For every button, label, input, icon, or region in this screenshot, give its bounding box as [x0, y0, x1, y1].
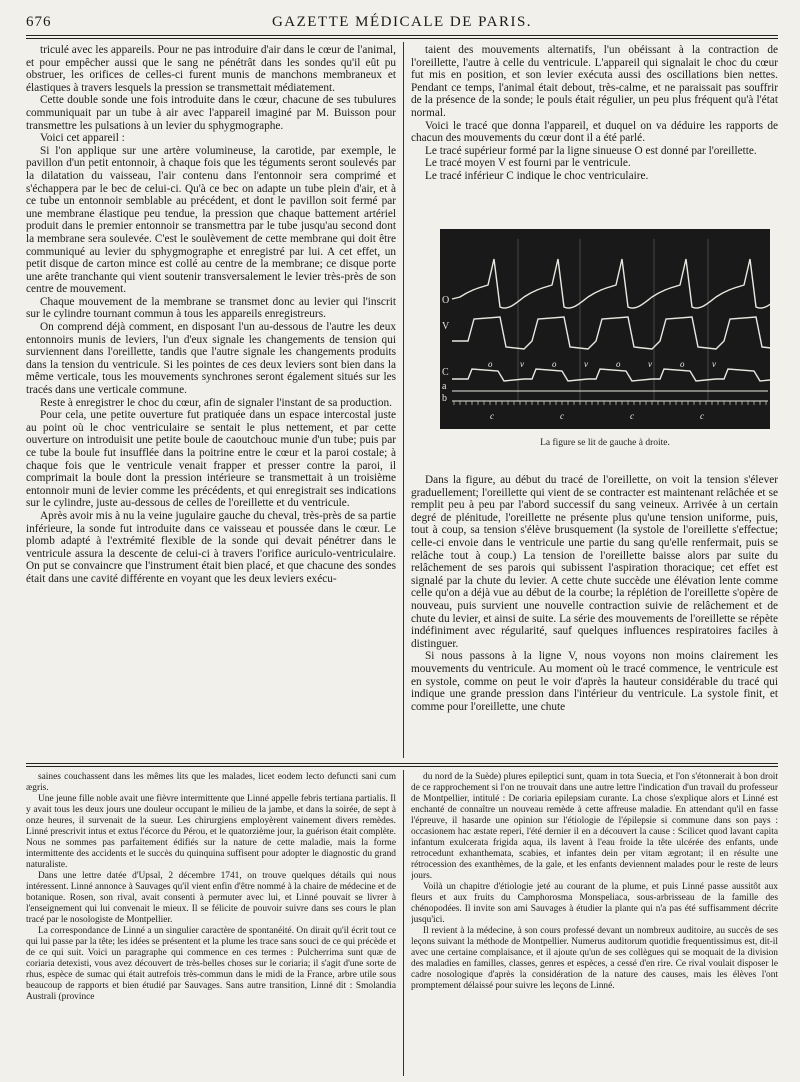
feuilleton-divider: [403, 770, 404, 1076]
v-trace-marker: v: [648, 359, 652, 369]
trace-O: [452, 259, 770, 308]
paragraph: Cette double sonde une fois introduite dans le cœur, chacune de ses tubulures communiquait par un tube à air avec l'appareil imaginé par M. Buisson pour transmettre les pulsations à un levier du sphygmographe.: [26, 94, 396, 132]
paragraph: Pour cela, une petite ouverture fut pratiquée dans un espace intercostal juste au point où le choc ventriculaire se sentait le plus nettement, et par cette ouverture on introduisit une petite boule de caoutchouc munie d'un tube; puis par ce tube la boule fut insufflée dans la poitrine entre le cœur et la paroi costale; à chaque fois que le ventricule venait frapper et presser contre la paroi, il comprimait la boule dont la pression intérieure se transmettait à un troisième entonnoir muni de levier comme les précédents, et qui enregistrait ses indications sur le cylindre, juste au-dessous de celles de l'oreillette et du ventricule.: [26, 409, 396, 510]
trace-label-C: C: [442, 367, 449, 378]
page-number: 676: [26, 14, 52, 30]
paragraph: triculé avec les appareils. Pour ne pas introduire d'air dans le cœur de l'animal, et pour empêcher aussi que le sang ne pénétrât dans les sondes qu'il eût pu obstruer, les orifices de celles-ci furent munis de manchons membraneux et élastiques à travers lesquels la pression se transmettait médiatement.: [26, 44, 396, 94]
trace-label-O: O: [442, 295, 450, 306]
journal-title: GAZETTE MÉDICALE DE PARIS.: [271, 14, 533, 30]
paragraph: Une jeune fille noble avait une fièvre intermittente que Linné appelle febris tertiana partialis. Il y avait tous les deux jours une douleur occupant le milieu de la jambe, et dans la soirée, de sept à onze heures, il survenait de la sueur. Les chirurgiens employèrent vainement divers remèdes. Linné prescrivit intus et extus l'écorce du Pérou, et le quatorzième jour, la guérison était complète. Nous ne sommes pas parfaitement édifiés sur la nature de cette maladie, mais la forme intermittente des accidents et le succès du quinquina suffisent pour adopter le diagnostic du grand naturaliste.: [26, 794, 396, 870]
paragraph: Chaque mouvement de la membrane se transmet donc au levier qui l'inscrit sur le cylindre tournant commun à tous les appareils enregistreurs.: [26, 295, 396, 321]
trace-svg: [440, 229, 770, 429]
figure-caption: La figure se lit de gauche à droite.: [540, 438, 670, 448]
paragraph: Le tracé inférieur C indique le choc ventriculaire.: [425, 169, 649, 182]
v-trace-marker: o: [680, 359, 685, 369]
paragraph: taient des mouvements alternatifs, l'un obéissant à la contraction de l'oreillette, l'autre à celle du ventricule. L'appareil qui signalait le choc du cœur fut mis en position, et son levier exécuta aussi des oscillations bien nettes. Pendant ce temps, l'animal était debout, très-calme, et ne paraissait pas souffrir de la présence de la sonde; le pouls était régulier, un peu plus fréquent qu'à l'état normal.: [411, 44, 778, 119]
paragraph: Si nous passons à la ligne V, nous voyons non moins clairement les mouvements du ventricule. Au moment où le tracé commence, le ventricule est en systole, comme on peut le voir d'après la hauteur considérable du tracé qui indique une grande pression dans l'intérieur du ventricule. La systole finit, et comme pour l'oreillette, une chute: [411, 650, 778, 713]
trace-label-a: a: [442, 381, 447, 392]
trace-label-b: b: [442, 393, 447, 404]
left-column: [26, 44, 396, 756]
c-trace-marker: c: [630, 411, 634, 421]
v-trace-marker: v: [584, 359, 588, 369]
c-trace-marker: c: [700, 411, 704, 421]
paragraph: Dans la figure, au début du tracé de l'oreillette, on voit la tension s'élever graduellement; l'oreillette qui vient de se contracter est maintenant relâchée et se remplit peu à peu par l'abord successif du sang veineux. Arrivée à un certain degré de plénitude, l'oreillette ne présente plus qu'une tension uniforme, puis, tout à coup, sa tension s'élève brusquement (la systole de l'oreillette s'effectue; celle-ci envoie dans le ventricule une partie du sang qu'elle renfermait, puis se relâche tout à coup.) La tension de l'oreillette baisse alors par suite du relâchement de ses parois qui subissent l'aspiration thoracique; cet effet est signalé par la chute du levier. A cette chute succède une élévation lente comme celle qu'on a déjà vue au début de la courbe; la réplétion de l'oreillette s'opère de nouveau, puis survient une nouvelle contraction suivie de relâchement et de chute du levier, et ainsi de suite. La série des mouvements de l'oreillette se répète indéfiniment avec régularité, sauf quelques influences respiratoires faciles à distinguer.: [411, 474, 778, 650]
right-column-bottom: [411, 474, 778, 758]
column-divider: [403, 42, 404, 758]
c-trace-marker: c: [490, 411, 494, 421]
page-header: [26, 14, 778, 32]
paragraph: du nord de la Suède) plures epileptici sunt, quam in tota Suecia, et l'on s'étonnerait à bon droit de ce rapprochement si l'on ne trouvait dans une autre lettre l'indication d'un travail du professeur de Montpellier, intitulé : De coriaria epilepsiam curante. La chose s'explique alors et Linné est enchanté de connaître un nouveau remède à cette affreuse maladie. En attendant qu'il en fasse l'épreuve, il hasarde une opinion sur l'étiologie de l'épilepsie si commune dans son pays : occasionem hac æstate reperi, l'été dernier il en a découvert la cause : Scilicet quod lavant capita infantum exulcerata frigida aqua, ils lavent à l'eau froide la tête ulcérée des enfants, unde retrocedunt exhanthemata, scabies, et infantes dein per vitam ægrotant; il en résulte une rétrocession des exanthèmes, de la gale, et les enfants deviennent malades pour le reste de leurs jours.: [411, 772, 778, 881]
paragraph: Le tracé moyen V est fourni par le ventricule.: [425, 157, 631, 170]
trace-C: [452, 369, 770, 381]
paragraph: Le tracé supérieur formé par la ligne sinueuse O est donné par l'oreillette.: [425, 144, 757, 157]
v-trace-marker: v: [520, 359, 524, 369]
sphygmograph-trace-figure: [440, 229, 770, 429]
paragraph: Si l'on applique sur une artère volumineuse, la carotide, par exemple, le pavillon d'un petit entonnoir, à chaque fois que les téguments seront soulevés par la dilatation du vaisseau, l'air contenu dans l'entonnoir sera comprimé et s'échappera par le bec de celui-ci. Qu'à ce bec on adapte un tube plein d'air, et à ce tube un entonnoir semblable au précédent, et dont le pavillon soit fermé par une membrane élastique peu tendue, la pression que chaque battement artériel produit dans le premier entonnoir se transmettra par le tube jusqu'au second dont la membrane sera soulevée. C'est le soulèvement de cette membrane qui doit être communiqué au levier du sphygmographe et enregistré par lui. A cet effet, un petit disque de carton mince est collé au centre de la membrane; ce disque porte une arête tranchante qui vient soutenir transversalement le levier très-près de son centre de mouvement.: [26, 144, 396, 296]
c-trace-marker: c: [560, 411, 564, 421]
paragraph: Dans une lettre datée d'Upsal, 2 décembre 1741, on trouve quelques détails qui nous intéressent. Linné annonce à Sauvages qu'il vient enfin d'être nommé à la chaire de médecine et de botanique. Rosen, son rival, avait consenti à permuter avec lui, et Linné pouvait se livrer à l'enseignement qui lui convenait le mieux. Il se félicite de pouvoir suivre dans ses cours le plan tracé par le nosologiste de Montpellier.: [26, 871, 396, 925]
feuilleton-rule-thin: [26, 766, 778, 767]
paragraph: Voilà un chapitre d'étiologie jeté au courant de la plume, et puis Linné passe aussitôt aux fleurs et aux fruits du Camphorosma Monspeliaca, sous-arbrisseau de la famille des chénopodées. Il invite son ami Sauvages à étudier la plante qui n'a pas été suffisamment décrite jusqu'ici.: [411, 882, 778, 925]
paragraph: Reste à enregistrer le choc du cœur, afin de signaler l'instant de sa production.: [40, 396, 392, 409]
trace-V: [452, 317, 770, 349]
v-trace-marker: o: [616, 359, 621, 369]
v-trace-marker: o: [488, 359, 493, 369]
feuilleton-right: [411, 772, 778, 1074]
paragraph: Voici cet appareil :: [40, 132, 125, 145]
v-trace-marker: v: [712, 359, 716, 369]
header-rule: [26, 35, 778, 36]
paragraph: Voici le tracé que donna l'appareil, et duquel on va déduire les rapports de chacun des mouvements du cœur dont il a été parlé.: [411, 119, 778, 145]
feuilleton-left: [26, 772, 396, 1074]
feuilleton-rule: [26, 763, 778, 764]
trace-label-V: V: [442, 321, 450, 332]
header-rule-thin: [26, 38, 778, 39]
right-column-top: [411, 44, 778, 212]
paragraph: saines couchassent dans les mêmes lits que les malades, licet eodem lecto defuncti sani cum ægris.: [26, 772, 396, 793]
paragraph: Il revient à la médecine, à son cours professé devant un nombreux auditoire, au succès de ses leçons suivant la méthode de Montpellier. Numerus auditorum quotidie frequentissimus est, dit-il avec une certaine complaisance, et il ajoute qu'un de ses collègues qui se moquait de la division des maladies en familles, classes, genres et espèces, a cessé d'en rire. Ce rival voulait disposer le cadre nosologique d'après la considération de la nature des causes, mais les élèves l'ont promptement délaissé pour suivre les leçons de Linné.: [411, 926, 778, 991]
paragraph: La correspondance de Linné a un singulier caractère de spontanéité. On dirait qu'il écrit tout ce qui lui passe par la tête; les idées se présentent et la plume les trace sans souci de ce qui précède et de ce qui suit. Voici un paragraphe qui commence en ces termes : Pulcherrima sunt quæ de coriaria detexisti, vous avez découvert de très-belles choses sur le coriaria; il s'agit d'une sorte de rhus, espèce de sumac qui était autrefois très-commun dans le midi de la France, arbre utile sous beaucoup de rapports et bien étudié par Sauvages. Sans autre transition, Linné dit : Smolandia Australi (province: [26, 926, 396, 1002]
paragraph: On comprend déjà comment, en disposant l'un au-dessous de l'autre les deux entonnoirs munis de leviers, l'un d'eux signale les changements de tension qui surviennent dans l'oreillette, tandis que l'autre signale les changements produits dans la tension du ventricule. Si les pointes de ces deux leviers sont bien dans la même verticale, tous les mouvements synchrones seront également situés sur les tracés dans une verticale commune.: [26, 321, 396, 397]
v-trace-marker: o: [552, 359, 557, 369]
paragraph: Après avoir mis à nu la veine jugulaire gauche du cheval, très-près de sa partie inférieure, la sonde fut introduite dans ce vaisseau et poussée dans le cœur. Le plomb adapté à l'extrémité flexible de la sonde qui devait pénétrer dans le ventricule assura la descente de celui-ci à travers l'orifice auriculo-ventriculaire. On put se convaincre que l'instrument était bien placé, et que chacune des sondes était dans une cavité différente en voyant que les deux leviers exécu-: [26, 509, 396, 585]
